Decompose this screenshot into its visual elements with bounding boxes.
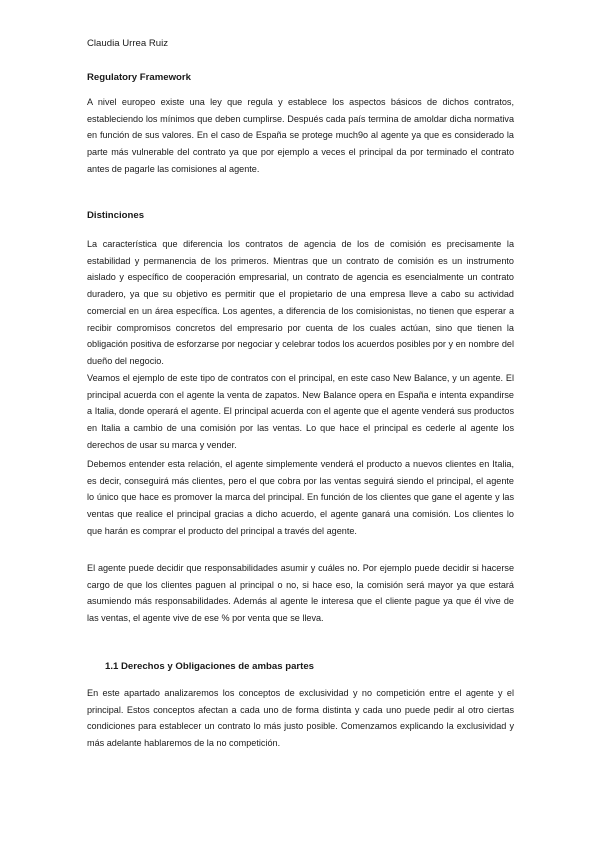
section-title-regulatory: Regulatory Framework xyxy=(87,72,191,83)
paragraph-distinciones-1: La característica que diferencia los contratos de agencia de los de comisión es precisamente la estabilidad y permanencia de los primeros. Mientras que un contrato de comisión es un instrumento aislado y específico de cooperación empresarial, un contrato de agencia es esencialmente un contrato duradero, ya que su objetivo es permitir que el propietario de una empresa lleve a cabo su actividad comercial en un área específica. Los agentes, a diferencia de los comisionistas, no tienen que esperar a recibir compromisos concretos del empresario por cuenta de los cuales actúan, sino que tienen la obligación positiva de esforzarse por negociar y celebrar todos los acuerdos posibles por y en nombre del dueño del negocio. xyxy=(87,239,514,366)
subsection-title-derechos: 1.1 Derechos y Obligaciones de ambas partes xyxy=(105,661,315,672)
paragraph-distinciones-2: Veamos el ejemplo de este tipo de contratos con el principal, en este caso New Balance, y un agente. El principal acuerda con el agente la venta de zapatos. New Balance opera en España e intenta expandirse a Italia, donde operará el agente. El principal acuerda con el agente que el agente venderá sus productos en Italia a cambio de una comisión por las ventas. Lo que hace el principal es cederle al agente los derechos de usar su marca y vender. xyxy=(87,373,514,450)
author-name: Claudia Urrea Ruiz xyxy=(87,38,169,49)
section-title-distinciones: Distinciones xyxy=(87,210,145,221)
paragraph-regulatory: A nivel europeo existe una ley que regula y establece los aspectos básicos de dichos contratos, estableciendo los mínimos que deben cumplirse. Después cada país termina de amoldar dicha normativa en función de sus valores. En el caso de España se protege much9o al agente ya que es considerado la parte más vulnerable del contrato ya que por ejemplo a veces el principal da por terminado el contrato antes de pagarle las comisiones al agente. xyxy=(87,97,514,174)
paragraph-derechos: En este apartado analizaremos los conceptos de exclusividad y no competición entre el agente y el principal. Estos conceptos afectan a cada uno de forma distinta y cada uno puede pedir al otro ciertas condiciones para establecer un contrato lo más justo posible. Comenzamos explicando la exclusividad y más adelante hablaremos de la no competición. xyxy=(87,688,514,749)
paragraph-distinciones-4: El agente puede decidir que responsabilidades asumir y cuáles no. Por ejemplo puede decidir si hacerse cargo de que los clientes paguen al principal o no, si hace eso, la comisión será mayor ya que estará asumiendo más responsabilidades. Además al agente le interesa que el cliente pague ya que él vive de las ventas, el agente vive de ese % por venta que se lleva. xyxy=(87,563,514,624)
paragraph-distinciones-3: Debemos entender esta relación, el agente simplemente venderá el producto a nuevos clientes en Italia, es decir, conseguirá más clientes, pero el que cobra por las ventas seguirá siendo el principal, el agente lo único que hace es promover la marca del principal. En función de los clientes que gane el agente y las ventas que realice el principal gracias a dicho acuerdo, el agente ganará una comisión. Los clientes lo que harán es comprar el producto del principal a través del agente. xyxy=(87,459,514,536)
